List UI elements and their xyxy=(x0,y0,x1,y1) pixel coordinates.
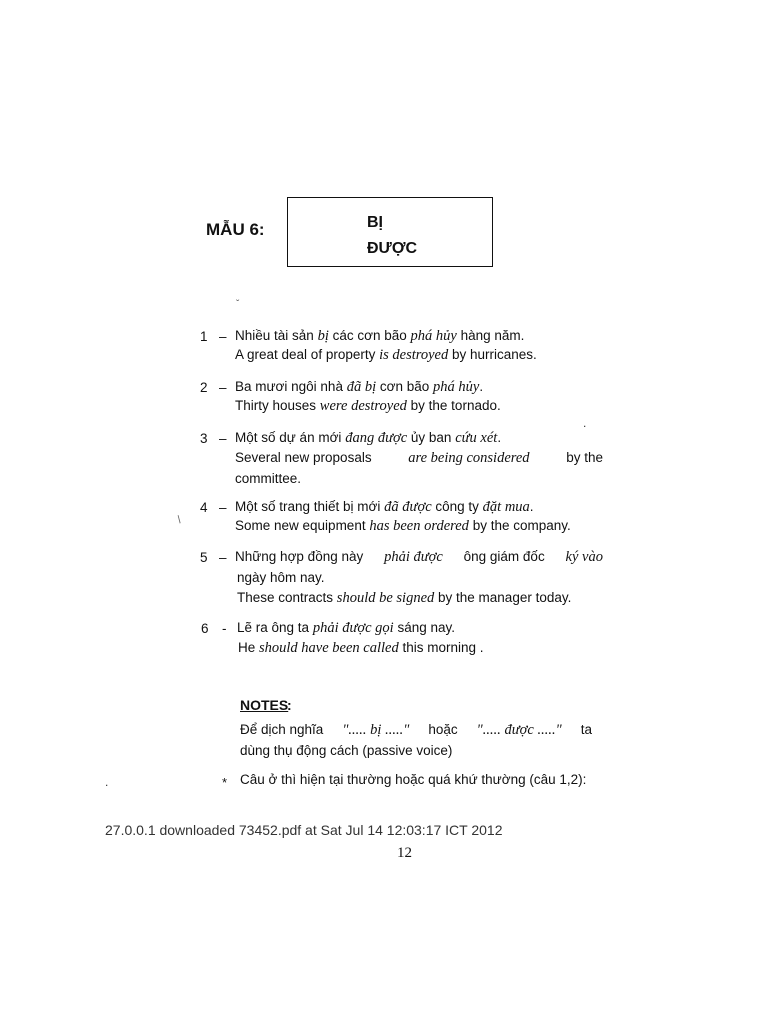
notes-line: Câu ở thì hiện tại thường hoặc quá khứ thường (câu 1,2): xyxy=(240,772,587,787)
example-english: Thirty houses were destroyed by the tornado. xyxy=(235,398,501,414)
example-dash: – xyxy=(219,380,227,395)
example-vietnamese: Những hợp đồng này phải được ông giám đốc ký vào xyxy=(235,549,603,565)
bullet-marker: * xyxy=(222,775,228,790)
notes-heading: NOTES xyxy=(240,697,289,713)
example-vietnamese: Ba mươi ngôi nhà đã bị cơn bão phá hủy. xyxy=(235,379,484,395)
example-vietnamese: Một số dự án mới đang được ủy ban cứu xét. xyxy=(235,430,502,446)
notes-line: dùng thụ động cách (passive voice) xyxy=(240,743,453,758)
page-number: 12 xyxy=(397,845,412,861)
example-vietnamese: Nhiều tài sản bị các cơn bão phá hủy hàng năm. xyxy=(235,328,525,344)
stray-tick-mark: ˇ xyxy=(236,299,240,310)
pattern-label: MẪU 6: xyxy=(206,220,265,239)
example-number: 2 xyxy=(200,380,208,395)
example-number: 3 xyxy=(200,431,208,446)
example-dash: – xyxy=(219,329,227,344)
example-english-continued: committee. xyxy=(235,471,302,486)
example-dash: – xyxy=(219,431,227,446)
example-dash: – xyxy=(219,550,227,565)
example-english: He should have been called this morning . xyxy=(238,640,484,656)
notes-colon: : xyxy=(287,697,292,713)
example-english: Some new equipment has been ordered by the company. xyxy=(235,518,571,534)
title-word-bi: BỊ xyxy=(367,214,383,231)
pattern-title-box xyxy=(287,197,493,267)
example-english: A great deal of property is destroyed by hurricanes. xyxy=(235,347,537,363)
stray-dot: . xyxy=(105,775,109,789)
stray-dot: . xyxy=(583,416,587,430)
example-dash: – xyxy=(219,500,227,515)
example-vietnamese: Lẽ ra ông ta phải được gọi sáng nay. xyxy=(237,620,455,636)
example-number: 6 xyxy=(201,621,209,636)
example-number: 1 xyxy=(200,329,208,344)
example-dash: - xyxy=(222,621,227,636)
stray-pen-mark: / xyxy=(175,514,184,526)
download-watermark: 27.0.0.1 downloaded 73452.pdf at Sat Jul 14 12:03:17 ICT 2012 xyxy=(105,822,503,838)
example-english: These contracts should be signed by the manager today. xyxy=(237,590,572,606)
example-number: 5 xyxy=(200,550,208,565)
example-number: 4 xyxy=(200,500,208,515)
notes-line: Để dịch nghĩa "..... bị ....." hoặc "..... được ....." ta xyxy=(240,722,592,738)
example-vietnamese: Một số trang thiết bị mới đã được công ty đặt mua. xyxy=(235,499,534,515)
example-vietnamese-continued: ngày hôm nay. xyxy=(237,570,325,585)
example-english: Several new proposals are being considered by the xyxy=(235,450,603,466)
title-word-duoc: ĐƯỢC xyxy=(367,240,418,257)
